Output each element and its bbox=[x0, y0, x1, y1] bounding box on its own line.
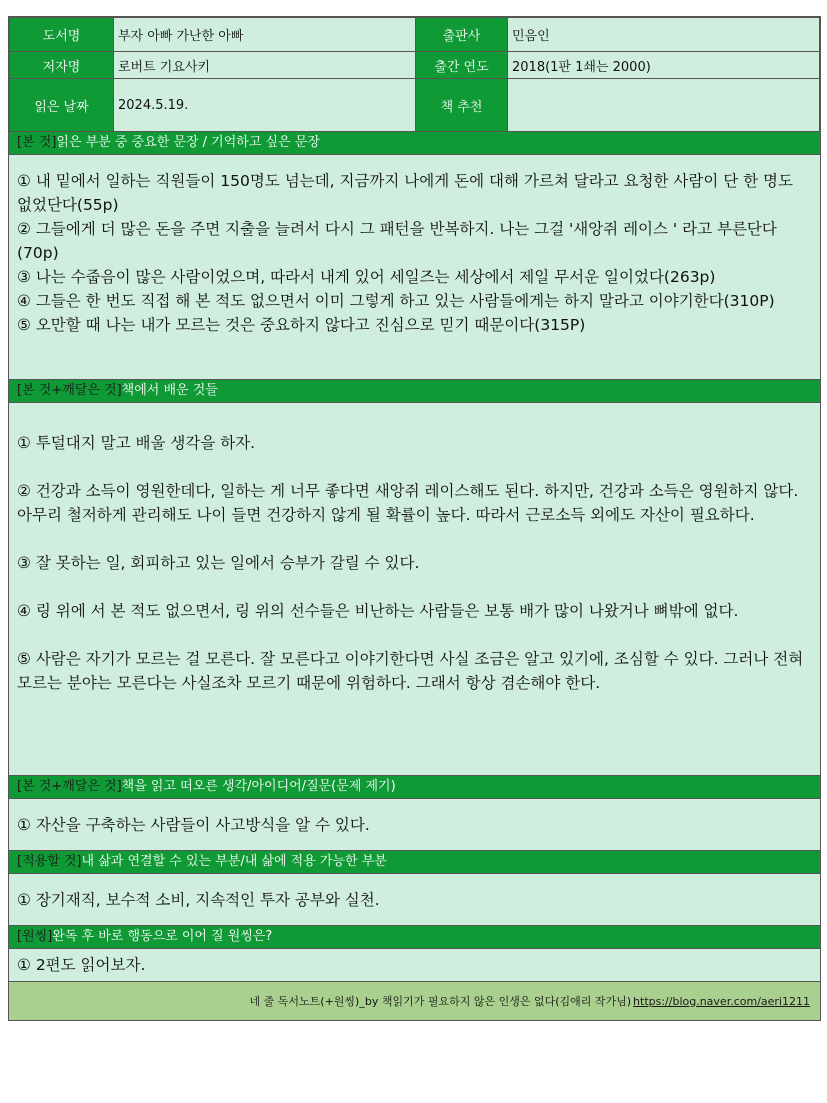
section-tag: [본 것+깨달은 것] bbox=[17, 383, 122, 398]
section-header-lessons bbox=[9, 380, 820, 403]
sentence-item: ④ 그들은 한 번도 직접 해 본 적도 없으면서 이미 그렇게 하고 있는 사람들에게는 하지 말라고 이야기한다(310P) bbox=[17, 292, 775, 310]
title-value: 부자 아빠 가난한 아빠 bbox=[114, 18, 416, 52]
reading-note-sheet bbox=[8, 16, 821, 1021]
section-tag: [적용할 것] bbox=[17, 854, 82, 869]
author-value: 로버트 기요사키 bbox=[114, 52, 416, 79]
section-tag: [본 것] bbox=[17, 135, 57, 150]
publisher-value: 민음인 bbox=[508, 18, 820, 52]
sentence-item: ① 내 밑에서 일하는 직원들이 150명도 넘는데, 지금까지 나에게 돈에 대해 가르쳐 달라고 요청한 사람이 단 한 명도 없었단다(55p) bbox=[17, 172, 794, 214]
lesson-item: ② 건강과 소득이 영원한데다, 일하는 게 너무 좋다면 새앙쥐 레이스해도 된다. 하지만, 건강과 소득은 영원하지 않다. 아무리 철저하게 관리해도 나이 들면 건강하지 않게 될 확률이 높다. 따라서 근로소득 외에도 자산이 필요하다. bbox=[17, 482, 799, 524]
section-title: 완독 후 바로 행동으로 이어 질 원씽은? bbox=[52, 929, 273, 944]
recommend-value bbox=[508, 79, 820, 132]
lesson-item: ① 투덜대지 말고 배울 생각을 하자. bbox=[17, 434, 256, 452]
section-header-apply bbox=[9, 851, 820, 874]
section-tag: [본 것+깨달은 것] bbox=[17, 779, 122, 794]
section-body-ideas bbox=[9, 799, 820, 851]
section-body-apply bbox=[9, 874, 820, 926]
section-title: 책에서 배운 것들 bbox=[121, 383, 218, 398]
title-label: 도서명 bbox=[10, 18, 114, 52]
read-date-label: 읽은 날짜 bbox=[10, 79, 114, 132]
sentence-item: ⑤ 오만할 때 나는 내가 모르는 것은 중요하지 않다고 진심으로 믿기 때문이다(315P) bbox=[17, 316, 586, 334]
sentence-item: ② 그들에게 더 많은 돈을 주면 지출을 늘려서 다시 그 패턴을 반복하지. 나는 그걸 '새앙쥐 레이스 ' 라고 부른단다(70p) bbox=[17, 220, 777, 262]
section-header-important-sentences bbox=[9, 132, 820, 155]
section-title: 읽은 부분 중 중요한 문장 / 기억하고 싶은 문장 bbox=[56, 135, 320, 150]
book-info-table bbox=[9, 17, 820, 132]
section-body-important-sentences bbox=[9, 155, 820, 380]
lesson-item: ③ 잘 못하는 일, 회피하고 있는 일에서 승부가 갈릴 수 있다. bbox=[17, 554, 420, 572]
section-header-one-thing bbox=[9, 926, 820, 949]
author-label: 저자명 bbox=[10, 52, 114, 79]
idea-item: ① 자산을 구축하는 사람들이 사고방식을 알 수 있다. bbox=[17, 815, 370, 834]
footer-text: 네 줄 독서노트(+원씽)_by 책읽기가 필요하지 않은 인생은 없다(김애리 작가님) bbox=[249, 995, 632, 1008]
section-title: 책을 읽고 떠오른 생각/아이디어/질문(문제 제기) bbox=[121, 779, 396, 794]
footer-blog-link[interactable]: https://blog.naver.com/aeri1211 bbox=[633, 994, 810, 1008]
section-title: 내 삶과 연결할 수 있는 부분/내 삶에 적용 가능한 부분 bbox=[81, 854, 387, 869]
one-thing-item: ① 2편도 읽어보자. bbox=[17, 956, 146, 974]
lesson-item: ⑤ 사람은 자기가 모르는 걸 모른다. 잘 모른다고 이야기한다면 사실 조금은 알고 있기에, 조심할 수 있다. 그러나 전혀 모르는 분야는 모른다는 사실조차 모르기 때문에 위험하다. 그래서 항상 겸손해야 한다. bbox=[17, 650, 804, 692]
section-body-one-thing bbox=[9, 949, 820, 982]
footer-credit bbox=[9, 982, 820, 1021]
lesson-item: ④ 링 위에 서 본 적도 없으면서, 링 위의 선수들은 비난하는 사람들은 보통 배가 많이 나왔거나 뼈밖에 없다. bbox=[17, 602, 739, 620]
section-body-lessons bbox=[9, 403, 820, 776]
section-header-ideas bbox=[9, 776, 820, 799]
section-tag: [원씽] bbox=[17, 929, 53, 944]
sentence-item: ③ 나는 수줍음이 많은 사람이었으며, 따라서 내게 있어 세일즈는 세상에서 제일 무서운 일이었다(263p) bbox=[17, 268, 716, 286]
publisher-label: 출판사 bbox=[416, 18, 508, 52]
recommend-label: 책 추천 bbox=[416, 79, 508, 132]
read-date-value: 2024.5.19. bbox=[114, 79, 416, 132]
year-label: 출간 연도 bbox=[416, 52, 508, 79]
apply-item: ① 장기재직, 보수적 소비, 지속적인 투자 공부와 실천. bbox=[17, 890, 380, 909]
year-value: 2018(1판 1쇄는 2000) bbox=[508, 52, 820, 79]
